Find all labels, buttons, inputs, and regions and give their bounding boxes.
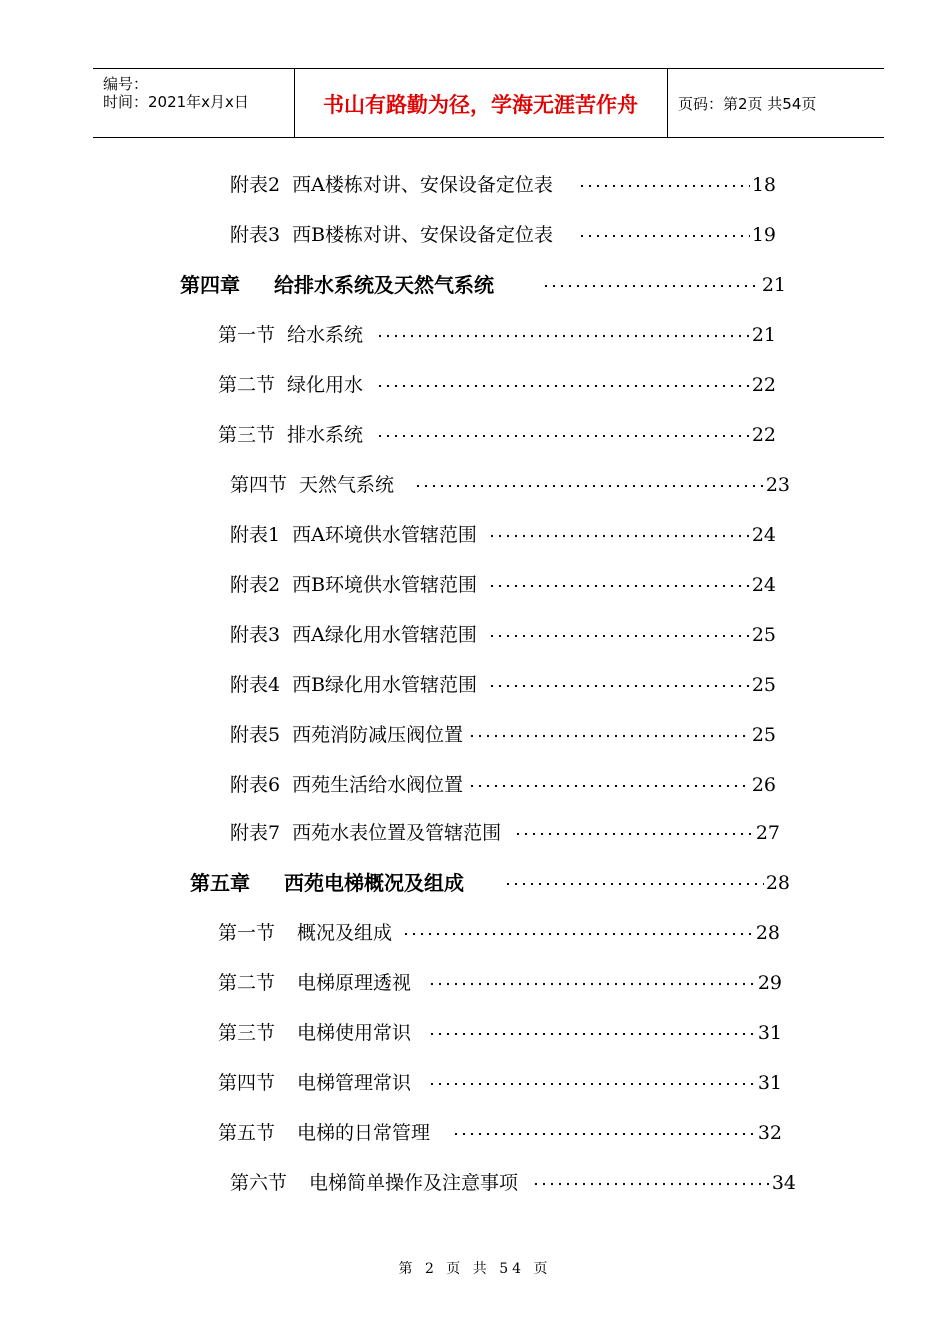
toc-heading-text: 西B楼栋对讲、安保设备定位表 (292, 224, 554, 246)
toc-page-number: 18 (751, 174, 776, 196)
toc-entry-row[interactable] (0, 320, 950, 350)
toc-title (230, 520, 477, 550)
toc-page-number: 22 (751, 374, 776, 396)
toc-entry-row[interactable] (0, 1068, 950, 1098)
toc-leader-dots (452, 1132, 756, 1136)
toc-leader-dots (468, 784, 750, 788)
toc-leader-dots (488, 534, 750, 538)
toc-entry-row[interactable] (0, 968, 950, 998)
toc-page-number: 24 (751, 574, 776, 596)
toc-leader-dots (542, 284, 760, 288)
toc-leader-dots (488, 684, 750, 688)
toc-title (230, 570, 477, 600)
toc-heading-text: 给水系统 (287, 324, 364, 346)
header-page-cell (668, 69, 884, 137)
toc-entry-row[interactable] (0, 620, 950, 650)
toc-leader-dots (376, 434, 750, 438)
toc-leader-dots (468, 734, 750, 738)
toc-heading-text: 西A楼栋对讲、安保设备定位表 (292, 174, 553, 196)
toc-title (230, 670, 477, 700)
toc-title (230, 220, 553, 250)
toc-title (230, 818, 501, 848)
toc-number: 第四节 (230, 474, 288, 496)
toc-title (218, 1118, 430, 1148)
toc-page-number: 19 (751, 224, 776, 246)
toc-page-number: 34 (771, 1172, 796, 1194)
toc-number: 附表3 (230, 224, 281, 246)
toc-heading-text: 概况及组成 (297, 922, 393, 944)
toc-number: 附表4 (230, 674, 281, 696)
toc-number: 第二节 (218, 374, 276, 396)
toc-entry-row[interactable] (0, 570, 950, 600)
toc-title (218, 320, 363, 350)
header-motto: 书山有路勤为径，学海无涯苦作舟 (323, 93, 638, 117)
toc-number: 附表3 (230, 624, 281, 646)
toc-chapter-row[interactable] (0, 270, 950, 300)
toc-heading-text: 西苑消防减压阀位置 (292, 724, 464, 746)
toc-number: 附表1 (230, 524, 281, 546)
toc-heading-text: 西A环境供水管辖范围 (292, 524, 477, 546)
toc-number: 第一节 (218, 324, 276, 346)
toc-heading-text: 天然气系统 (299, 474, 395, 496)
toc-leader-dots (428, 982, 756, 986)
toc-number: 第五节 (218, 1122, 276, 1144)
toc-heading-text: 电梯的日常管理 (297, 1122, 431, 1144)
toc-heading-text: 西B绿化用水管辖范围 (292, 674, 478, 696)
toc-number: 第四节 (218, 1072, 276, 1094)
doc-time-label: 时间：2021年x月x日 (103, 93, 249, 111)
header-meta-cell (93, 69, 295, 137)
toc-page-number: 21 (751, 324, 776, 346)
toc-page-number: 27 (755, 822, 780, 844)
toc-heading-text: 西苑电梯概况及组成 (284, 871, 464, 895)
toc-entry-row[interactable] (0, 770, 950, 800)
toc-title (218, 1018, 411, 1048)
toc-number: 第四章 (180, 273, 240, 297)
toc-title (218, 918, 392, 948)
toc-entry-row[interactable] (0, 918, 950, 948)
toc-page-number: 21 (761, 274, 786, 296)
toc-title (230, 1168, 518, 1198)
toc-entry-row[interactable] (0, 170, 950, 200)
toc-leader-dots (504, 882, 764, 886)
toc-page-number: 28 (765, 872, 790, 894)
toc-leader-dots (514, 832, 754, 836)
toc-page-number: 23 (765, 474, 790, 496)
toc-heading-text: 给排水系统及天然气系统 (274, 273, 494, 297)
toc-leader-dots (402, 932, 754, 936)
toc-title (230, 170, 553, 200)
toc-leader-dots (376, 334, 750, 338)
toc-heading-text: 电梯管理常识 (297, 1072, 412, 1094)
toc-title (230, 620, 477, 650)
toc-leader-dots (428, 1082, 756, 1086)
toc-leader-dots (532, 1182, 770, 1186)
toc-page-number: 22 (751, 424, 776, 446)
toc-page-number: 24 (751, 524, 776, 546)
toc-title (230, 470, 394, 500)
toc-entry-row[interactable] (0, 720, 950, 750)
toc-number: 附表6 (230, 774, 281, 796)
toc-entry-row[interactable] (0, 818, 950, 848)
toc-leader-dots (578, 234, 750, 238)
toc-heading-text: 西苑水表位置及管辖范围 (292, 822, 502, 844)
toc-number: 第五章 (190, 871, 250, 895)
toc-entry-row[interactable] (0, 220, 950, 250)
header-motto-cell (294, 69, 668, 137)
toc-entry-row[interactable] (0, 1118, 950, 1148)
toc-number: 附表2 (230, 574, 281, 596)
toc-entry-row[interactable] (0, 470, 950, 500)
toc-title (218, 370, 363, 400)
toc-number: 第三节 (218, 1022, 276, 1044)
page-footer (0, 1258, 950, 1278)
toc-number: 第三节 (218, 424, 276, 446)
doc-number-label: 编号： (103, 75, 149, 93)
toc-heading-text: 西苑生活给水阀位置 (292, 774, 464, 796)
toc-title (180, 270, 494, 300)
toc-title (218, 968, 411, 998)
toc-title (230, 720, 463, 750)
toc-leader-dots (578, 184, 750, 188)
toc-entry-row[interactable] (0, 520, 950, 550)
toc-page-number: 31 (757, 1072, 782, 1094)
toc-page-number: 31 (757, 1022, 782, 1044)
toc-page-number: 25 (751, 624, 776, 646)
toc-entry-row[interactable] (0, 670, 950, 700)
toc-heading-text: 电梯简单操作及注意事项 (309, 1172, 519, 1194)
toc-heading-text: 电梯原理透视 (297, 972, 412, 994)
toc-page-number: 25 (751, 674, 776, 696)
toc-title (218, 1068, 411, 1098)
toc-number: 第一节 (218, 922, 276, 944)
toc-page-number: 28 (755, 922, 780, 944)
toc-page-number: 25 (751, 724, 776, 746)
toc-leader-dots (414, 484, 764, 488)
toc-leader-dots (376, 384, 750, 388)
toc-title (230, 770, 463, 800)
toc-title (218, 420, 363, 450)
toc-heading-text: 绿化用水 (287, 374, 364, 396)
toc-heading-text: 电梯使用常识 (297, 1022, 412, 1044)
toc-entry-row[interactable] (0, 1018, 950, 1048)
toc-page-number: 32 (757, 1122, 782, 1144)
toc-chapter-row[interactable] (0, 868, 950, 898)
header-page-label: 页码：第2页 共54页 (678, 95, 817, 113)
toc-number: 第二节 (218, 972, 276, 994)
toc-page-number: 29 (757, 972, 782, 994)
toc-number: 附表2 (230, 174, 281, 196)
toc-heading-text: 排水系统 (287, 424, 364, 446)
toc-number: 附表7 (230, 822, 281, 844)
toc-page-number: 26 (751, 774, 776, 796)
toc-entry-row[interactable] (0, 370, 950, 400)
footer-page-text: 第 2 页 共 54 页 (398, 1261, 552, 1277)
toc-heading-text: 西A绿化用水管辖范围 (292, 624, 477, 646)
toc-entry-row[interactable] (0, 1168, 950, 1198)
toc-leader-dots (488, 634, 750, 638)
toc-title (190, 868, 464, 898)
page-header (93, 68, 884, 138)
toc-number: 第六节 (230, 1172, 288, 1194)
toc-heading-text: 西B环境供水管辖范围 (292, 574, 478, 596)
toc-leader-dots (488, 584, 750, 588)
toc-leader-dots (428, 1032, 756, 1036)
toc-entry-row[interactable] (0, 420, 950, 450)
toc-number: 附表5 (230, 724, 281, 746)
